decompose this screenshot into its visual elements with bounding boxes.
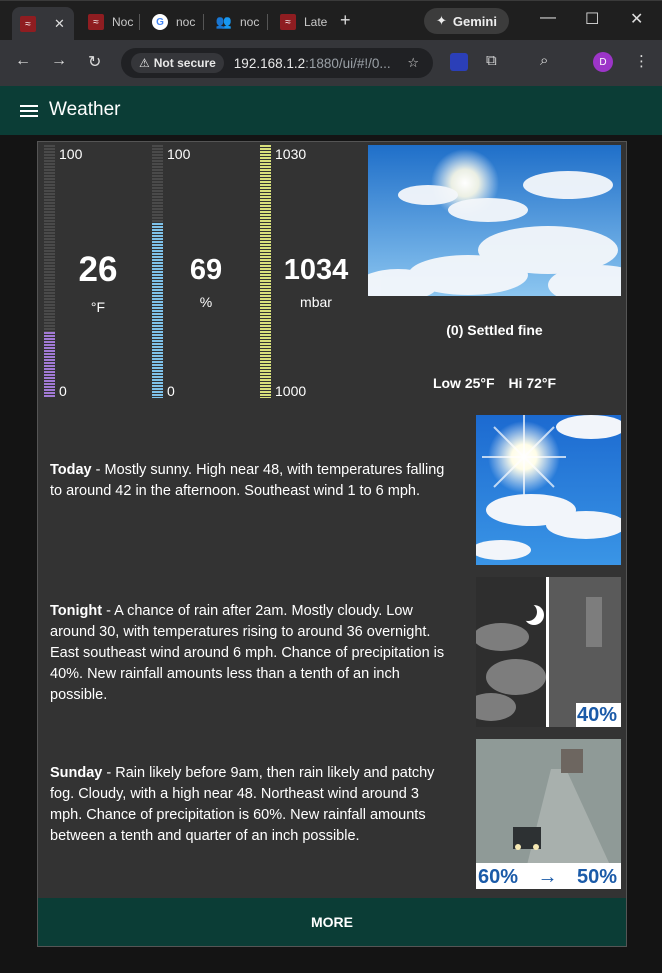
weather-card (37, 141, 627, 947)
close-tab-icon[interactable]: ✕ (54, 16, 65, 31)
address-bar[interactable] (121, 48, 433, 78)
url-text: 192.168.1.2:1880/ui/#!/0... (233, 55, 391, 71)
tab-label: Noc (112, 15, 134, 29)
security-label: Not secure (153, 56, 216, 70)
precip-to: 50% (576, 866, 617, 888)
more-button[interactable]: MORE (38, 898, 626, 946)
forecast-today (50, 460, 450, 502)
browser-tab-strip (0, 0, 662, 40)
close-window-icon[interactable]: ✕ (630, 11, 644, 28)
browser-tab[interactable] (80, 7, 141, 37)
node-red-icon: ≈ (20, 16, 36, 32)
extensions-puzzle-icon[interactable]: ⧉ (486, 52, 497, 69)
pressure-value: 1034 (283, 254, 349, 286)
app-header (0, 86, 662, 135)
back-arrow-icon[interactable]: ← (15, 52, 31, 69)
gauge-fill (44, 332, 55, 398)
reload-icon[interactable]: ↻ (88, 54, 102, 71)
sunny-weather-icon (476, 415, 621, 565)
current-sky-image (368, 145, 621, 296)
gauge-fill (260, 145, 271, 398)
precip-from: 60% (478, 866, 519, 888)
warning-icon: ⚠ (139, 56, 150, 70)
arrow-right-icon: → (537, 866, 558, 888)
tab-label: noc (176, 15, 196, 29)
gauge-min-label: 0 (167, 383, 175, 399)
night-rain-chance-icon (476, 577, 621, 727)
gauge-min-label: 0 (59, 383, 67, 399)
maximize-icon[interactable]: ☐ (585, 11, 600, 28)
hamburger-menu-icon[interactable] (20, 105, 38, 117)
forecast-tonight (50, 601, 450, 706)
high-temp: Hi 72°F (508, 375, 557, 391)
browser-tab[interactable] (208, 7, 267, 37)
people-icon: 👥 (215, 14, 233, 29)
humidity-value: 69 (189, 254, 223, 286)
period-text: - Mostly sunny. High near 48, with temperatures falling to around 42 in the afternoon. Southeast wind 1 to 6 mph. (50, 462, 445, 499)
browser-tab-active[interactable] (12, 7, 74, 41)
gauge-min-label: 1000 (275, 383, 307, 399)
sparkle-icon: ✦ (436, 13, 447, 28)
temperature-value: 26 (78, 250, 118, 289)
cast-search-icon[interactable]: ⌕ (540, 52, 549, 69)
menu-kebab-icon[interactable]: ⋮ (634, 53, 649, 70)
rain-fog-icon (476, 739, 621, 889)
gemini-label: Gemini (452, 13, 497, 29)
forward-arrow-icon[interactable]: → (51, 52, 67, 69)
node-red-icon: ≈ (280, 14, 296, 30)
low-high-temps (368, 375, 621, 391)
low-temp: Low 25°F (432, 375, 495, 391)
new-tab-icon[interactable]: + (340, 10, 351, 30)
security-indicator[interactable] (131, 53, 224, 73)
period-name: Tonight (50, 603, 103, 619)
pressure-unit: mbar (300, 294, 332, 310)
page-title: Weather (49, 99, 121, 120)
temperature-unit: °F (90, 299, 106, 315)
period-text: - A chance of rain after 2am. Mostly cloudy. Low around 30, with temperatures rising to around 36 overnight. East southeast wind around 6 mph. Chance of precipitation is 40%. New rainfall amounts less than a tenth of an inch possible. (50, 603, 445, 703)
gauge-fill (152, 223, 163, 398)
precip-change-label (478, 866, 617, 889)
gauge-track (44, 145, 55, 398)
gauge-max-label: 100 (59, 146, 83, 162)
node-red-icon: ≈ (88, 14, 104, 30)
forecast-sunday (50, 763, 450, 847)
current-forecast-text: (0) Settled fine (446, 322, 543, 338)
browser-toolbar (0, 40, 662, 86)
precip-chance-label: 40% (576, 704, 617, 726)
gemini-button[interactable] (424, 8, 509, 34)
period-name: Today (50, 462, 92, 478)
gauge-track (152, 145, 163, 398)
humidity-unit: % (199, 294, 213, 310)
period-name: Sunday (50, 765, 103, 781)
gauge-track (260, 145, 271, 398)
browser-tab[interactable] (144, 7, 203, 37)
browser-tab[interactable] (272, 7, 335, 37)
extension-icon[interactable] (450, 53, 468, 71)
minimize-icon[interactable]: — (540, 9, 556, 26)
gauge-max-label: 1030 (275, 146, 307, 162)
google-icon: G (152, 14, 168, 30)
tab-label: Late (304, 15, 328, 29)
gauge-max-label: 100 (167, 146, 191, 162)
tab-label: noc (240, 15, 260, 29)
period-text: - Rain likely before 9am, then rain likely and patchy fog. Cloudy, with a high near 48. Northeast wind around 3 mph. Chance of precipitation is 60%. New rainfall amounts between a tenth and quarter of an inch possible. (50, 765, 435, 844)
bookmark-star-icon[interactable]: ☆ (407, 55, 419, 70)
profile-avatar[interactable]: D (593, 52, 613, 72)
